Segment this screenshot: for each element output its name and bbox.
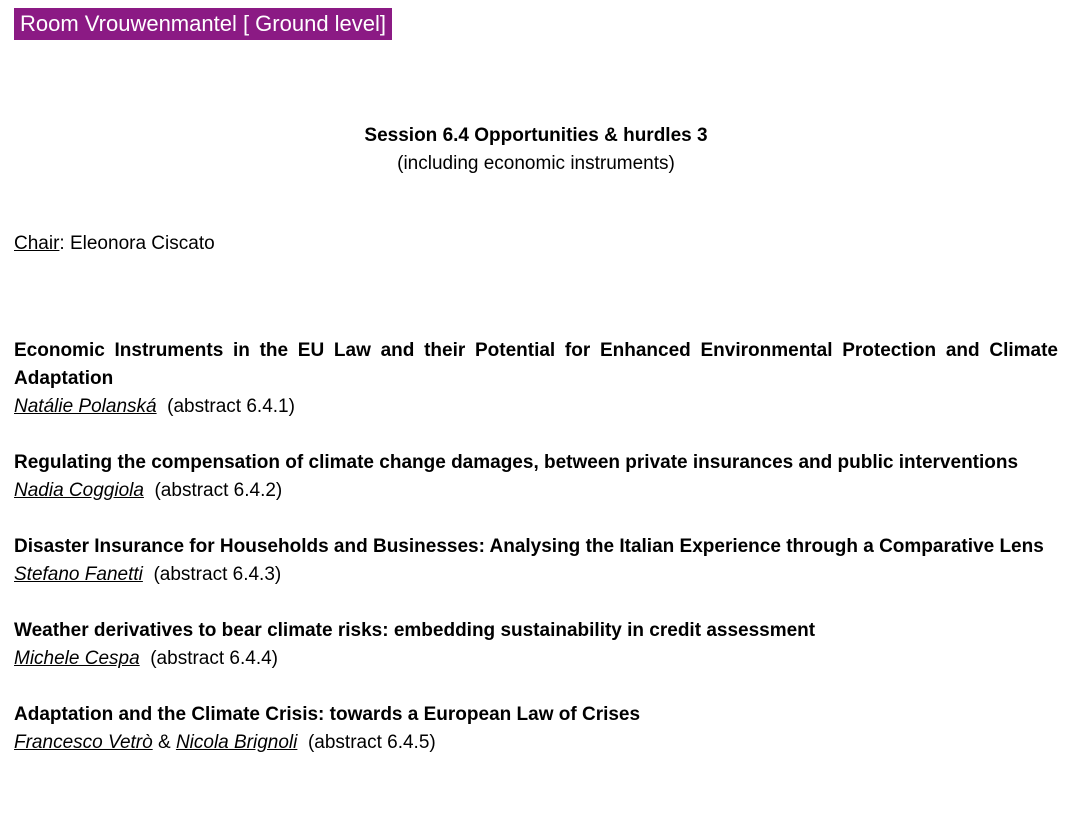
author-joiner: & [157,732,171,753]
room-header: Room Vrouwenmantel [ Ground level] [14,8,392,40]
talk-title: Economic Instruments in the EU Law and their Potential for Enhanced Environmental Protection and Climate Adaptation [14,340,1058,389]
talk-title: Regulating the compensation of climate change damages, between private insurances and public interventions [14,452,1019,473]
abstract-reference: (abstract 6.4.1) [167,396,295,417]
talk-list [14,337,1058,785]
author-link[interactable]: Nadia Coggiola [14,480,144,501]
abstract-reference: (abstract 6.4.4) [150,648,279,669]
chair-label: Chair [14,233,60,254]
chair-line [14,230,215,258]
talk-item [14,617,1058,673]
author-link[interactable]: Francesco Vetrò [14,732,153,753]
talk-item [14,337,1058,421]
talk-item [14,449,1058,505]
abstract-reference: (abstract 6.4.5) [307,732,436,753]
author-link[interactable]: Michele Cespa [14,648,140,669]
author-link[interactable]: Nicola Brignoli [175,732,298,753]
abstract-reference: (abstract 6.4.2) [154,480,283,501]
talk-title: Weather derivatives to bear climate risks: embedding sustainability in credit assessment [14,620,816,641]
session-subtitle: (including economic instruments) [397,153,675,174]
abstract-reference: (abstract 6.4.3) [153,564,282,585]
talk-authors [14,393,1058,421]
session-title: Session 6.4 Opportunities & hurdles 3 [364,125,708,146]
author-link[interactable]: Natálie Polanská [14,396,157,417]
chair-separator: : [59,233,70,254]
session-block [0,122,1072,178]
chair-name: Eleonora Ciscato [69,233,215,254]
talk-title: Adaptation and the Climate Crisis: towards a European Law of Crises [14,704,641,725]
talk-authors [14,477,1058,505]
talk-item [14,701,1058,757]
talk-item [14,533,1058,589]
talk-title: Disaster Insurance for Households and Businesses: Analysing the Italian Experience through a Comparative Lens [14,536,1044,557]
talk-authors [14,561,1058,589]
talk-authors [14,729,1058,757]
talk-authors [14,645,1058,673]
author-link[interactable]: Stefano Fanetti [14,564,143,585]
